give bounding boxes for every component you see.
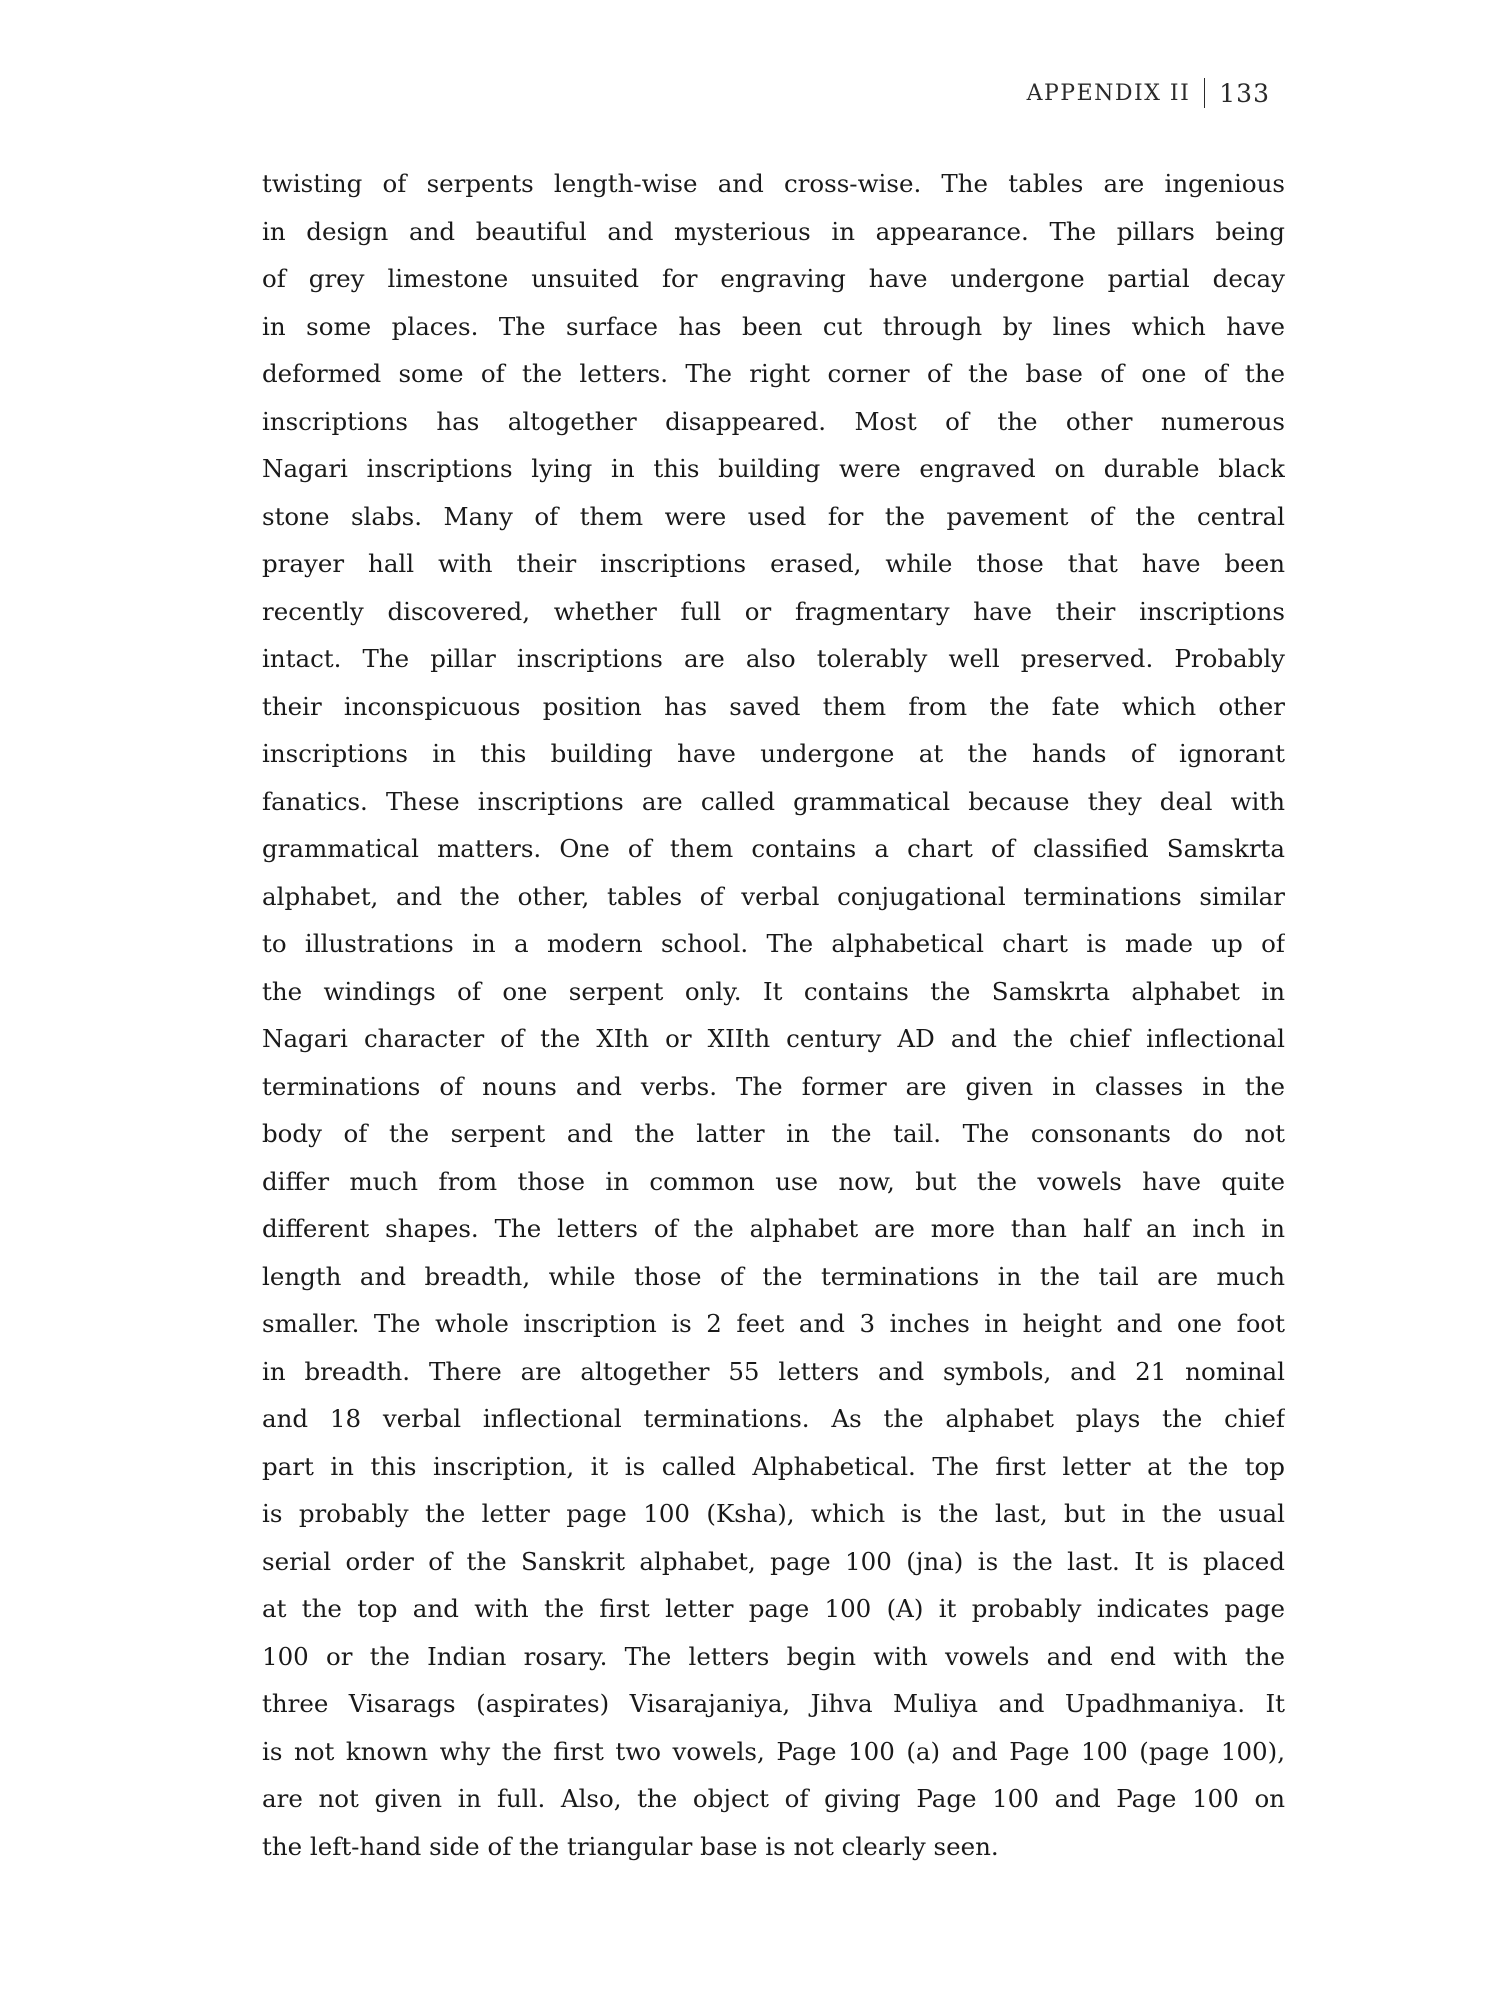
text-line: Nagari character of the XIth or XIIth century AD and the chief inflectional xyxy=(262,1024,1285,1053)
page-number: 133 xyxy=(1219,78,1270,108)
text-line: their inconspicuous position has saved them from the fate which other xyxy=(262,691,1285,721)
text-line: prayer hall with their inscriptions erased, while those that have been xyxy=(262,549,1285,578)
text-line: differ much from those in common use now, but the vowels have quite xyxy=(262,1166,1285,1196)
text-line: body of the serpent and the latter in the tail. The consonants do not xyxy=(262,1119,1285,1148)
text-line: to illustrations in a modern school. The alphabetical chart is made up of xyxy=(262,929,1285,958)
text-line: stone slabs. Many of them were used for the pavement of the central xyxy=(262,501,1285,531)
text-line: at the top and with the first letter page 100 (A) it probably indicates page xyxy=(262,1594,1285,1623)
text-line: twisting of serpents length-wise and cross-wise. The tables are ingenious xyxy=(262,169,1285,198)
text-line: is not known why the first two vowels, Page 100 (a) and Page 100 (page 100), xyxy=(262,1736,1285,1766)
text-line: grammatical matters. One of them contains a chart of classified Samskrta xyxy=(262,834,1285,863)
running-head-section: APPENDIX II xyxy=(1026,80,1191,106)
text-line: in design and beautiful and mysterious in appearance. The pillars being xyxy=(262,216,1285,246)
text-line: serial order of the Sanskrit alphabet, page 100 (jna) is the last. It is placed xyxy=(262,1546,1285,1576)
running-head xyxy=(1027,78,1270,108)
text-line: inscriptions has altogether disappeared. Most of the other numerous xyxy=(262,406,1285,436)
text-line: three Visarags (aspirates) Visarajaniya, Jihva Muliya and Upadhmaniya. It xyxy=(262,1689,1285,1718)
text-line: in breadth. There are altogether 55 letters and symbols, and 21 nominal xyxy=(262,1356,1285,1386)
text-line: different shapes. The letters of the alphabet are more than half an inch in xyxy=(262,1214,1285,1243)
text-line: 100 or the Indian rosary. The letters begin with vowels and end with the xyxy=(262,1641,1285,1671)
text-line: in some places. The surface has been cut through by lines which have xyxy=(262,311,1285,341)
text-line: recently discovered, whether full or fragmentary have their inscriptions xyxy=(262,596,1285,626)
text-line: and 18 verbal inflectional terminations. As the alphabet plays the chief xyxy=(262,1404,1285,1433)
running-head-divider xyxy=(1204,78,1205,108)
text-line: alphabet, and the other, tables of verbal conjugational terminations similar xyxy=(262,881,1285,911)
text-line: of grey limestone unsuited for engraving have undergone partial decay xyxy=(262,264,1285,293)
text-line: the windings of one serpent only. It contains the Samskrta alphabet in xyxy=(262,976,1285,1006)
text-line: smaller. The whole inscription is 2 feet and 3 inches in height and one foot xyxy=(262,1309,1285,1338)
text-line: are not given in full. Also, the object of giving Page 100 and Page 100 on xyxy=(262,1784,1285,1813)
text-line: length and breadth, while those of the terminations in the tail are much xyxy=(262,1261,1285,1291)
text-line: intact. The pillar inscriptions are also tolerably well preserved. Probably xyxy=(262,644,1285,673)
text-line: fanatics. These inscriptions are called grammatical because they deal with xyxy=(262,786,1285,816)
text-line: Nagari inscriptions lying in this building were engraved on durable black xyxy=(262,454,1285,483)
text-line: the left-hand side of the triangular base is not clearly seen. xyxy=(262,1831,999,1861)
body-paragraph xyxy=(262,160,1285,1870)
text-line: terminations of nouns and verbs. The former are given in classes in the xyxy=(262,1071,1285,1101)
text-line: part in this inscription, it is called Alphabetical. The first letter at the top xyxy=(262,1451,1285,1481)
text-line: deformed some of the letters. The right corner of the base of one of the xyxy=(262,359,1285,388)
text-line: is probably the letter page 100 (Ksha), which is the last, but in the usual xyxy=(262,1499,1285,1528)
text-line: inscriptions in this building have undergone at the hands of ignorant xyxy=(262,739,1285,768)
